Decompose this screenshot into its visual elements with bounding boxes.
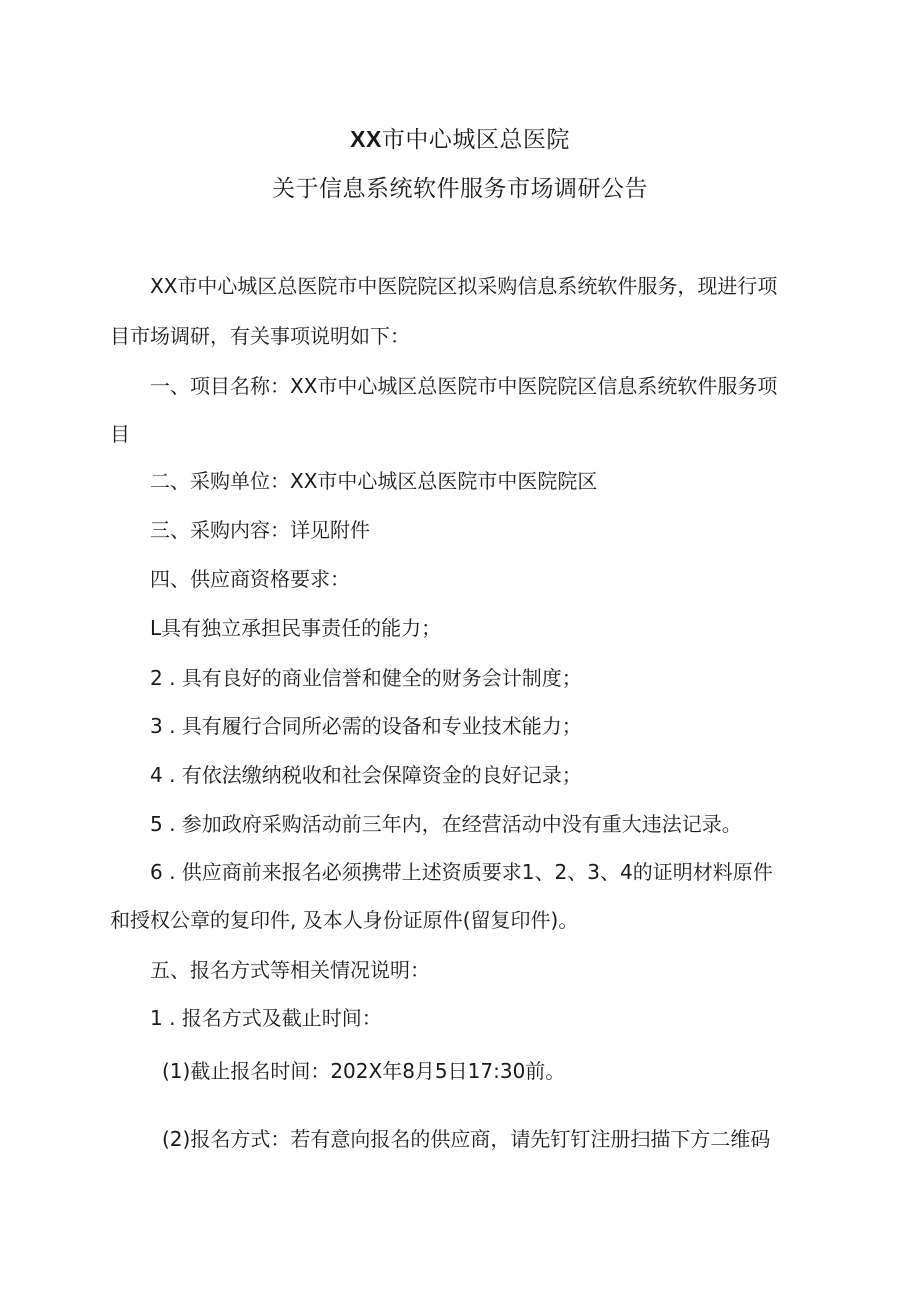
section1-line2: 目 (110, 422, 130, 446)
intro-line2: 目市场调研，有关事项说明如下： (110, 324, 410, 348)
title-rest: 市中心城区总医院 (381, 127, 570, 153)
section1-line1: 一、项目名称：XX市中心城区总医院市中医院院区信息系统软件服务项 (150, 374, 778, 398)
section5-heading: 五、报名方式等相关情况说明： (150, 958, 430, 982)
title-prefix: XX (350, 126, 382, 152)
document-title-line2: 关于信息系统软件服务市场调研公告 (272, 176, 648, 202)
section2: 二、采购单位：XX市中心城区总医院市中医院院区 (150, 469, 598, 493)
section3: 三、采购内容：详见附件 (150, 518, 370, 542)
requirement-6-line1: 6 . 供应商前来报名必须携带上述资质要求1、2、3、4的证明材料原件 (150, 860, 773, 884)
requirement-4: 4 . 有依法缴纳税收和社会保障资金的良好记录； (150, 763, 582, 787)
requirement-2: 2 . 具有良好的商业信誉和健全的财务会计制度； (150, 666, 582, 690)
requirement-5: 5 . 参加政府采购活动前三年内，在经营活动中没有重大违法记录。 (150, 812, 742, 836)
intro-line1: XX市中心城区总医院市中医院院区拟采购信息系统软件服务，现进行项 (150, 274, 778, 298)
document-title-line1 (0, 124, 920, 155)
registration-method: (2)报名方式：若有意向报名的供应商，请先钉钉注册扫描下方二维码 (162, 1127, 771, 1151)
requirement-1: L具有独立承担民事责任的能力； (150, 616, 442, 640)
requirement-6-line2: 和授权公章的复印件, 及本人身份证原件(留复印件)。 (110, 908, 579, 932)
section4-heading: 四、供应商资格要求： (150, 567, 350, 591)
registration-method-heading: 1 . 报名方式及截止时间： (150, 1006, 382, 1030)
registration-deadline: (1)截止报名时间：202X年8月5日17:30前。 (162, 1059, 566, 1083)
requirement-3: 3 . 具有履行合同所必需的设备和专业技术能力； (150, 714, 582, 738)
